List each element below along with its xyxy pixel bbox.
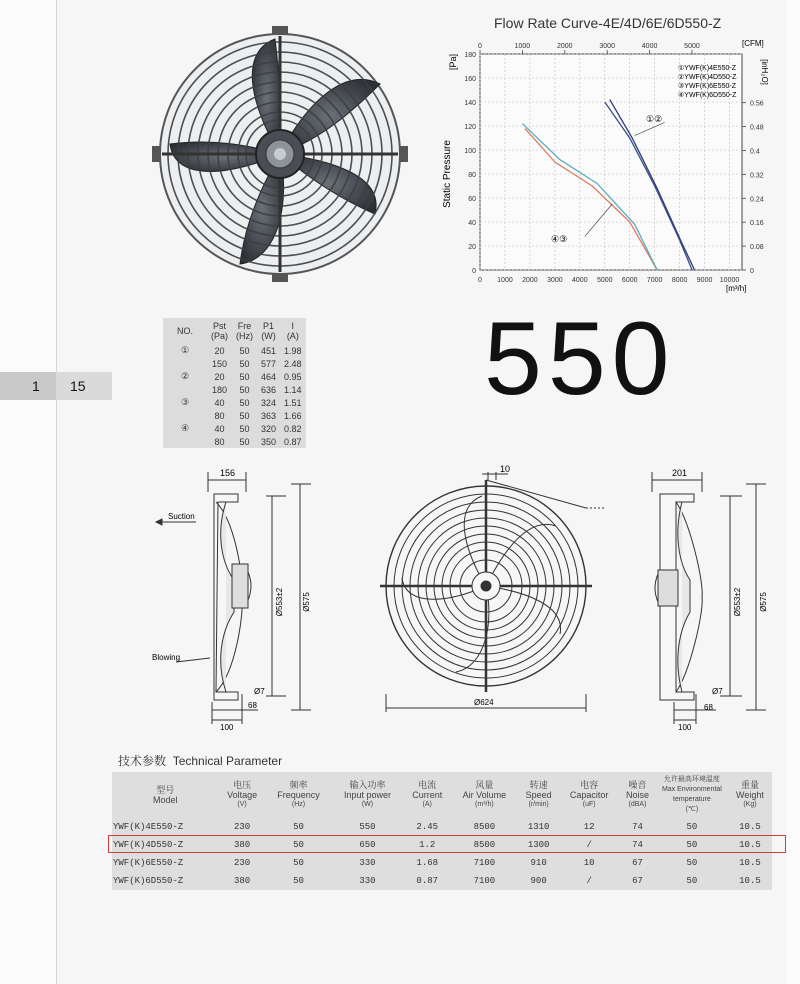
table-cell: 10 [583, 858, 595, 868]
dim-depth-right: 201 [672, 468, 688, 478]
perf-header-i: I (A) [286, 321, 299, 341]
y-tick-label: 160 [464, 76, 476, 83]
table-cell: 10.5 [739, 858, 761, 868]
side-view-drawing-blowing [630, 462, 780, 732]
performance-table-header [163, 318, 306, 344]
table-row: 150 50 577 2.48 [211, 358, 302, 369]
table-row: 80 50 350 0.87 [214, 436, 302, 447]
x-tick-label: 1000 [497, 277, 513, 284]
x-tick-label: 6000 [621, 277, 638, 284]
table-cell: 12 [583, 822, 595, 832]
table-cell: YWF(K)6D550-Z [113, 876, 184, 886]
legend-entry-1: ①YWF(K)4E550-Z [678, 65, 737, 72]
tech-header-current: 电流 Current (A) [412, 780, 443, 808]
table-row: ④ 40 50 320 0.82 [180, 423, 302, 434]
x-tick-label: 9000 [696, 277, 713, 284]
y2-tick-label: 0.32 [750, 172, 764, 180]
table-row: ③ 40 50 324 1.51 [180, 397, 302, 408]
tech-header-weight: 重量 Weight (Kg) [736, 780, 764, 808]
table-cell: 1310 [527, 822, 550, 832]
chart-y-unit: [Pa] [448, 53, 458, 71]
dim-100-left: 100 [220, 723, 234, 732]
table-cell: 67 [632, 858, 643, 868]
dim-cable-mid: 10 [500, 464, 511, 474]
curve-label-12: ①② [646, 114, 663, 124]
technical-parameter-title: 技术参数 Technical Parameter [118, 754, 283, 768]
x-top-tick-label: 0 [478, 43, 482, 50]
x-top-tick-label: 5000 [684, 43, 700, 50]
table-cell: / [586, 840, 592, 850]
page-number: 15 [70, 378, 86, 394]
chart-y2-unit: [inH₂O] [760, 59, 769, 85]
table-cell: YWF(K)4D550-Z [113, 840, 184, 850]
tech-header-capacitor: 电容 Capacitor (uF) [569, 780, 609, 808]
table-cell: 1.68 [416, 858, 439, 868]
performance-table [163, 318, 306, 448]
table-cell: 50 [293, 840, 304, 850]
perf-header-pst: Pst (Pa) [211, 321, 229, 341]
dim-diameter-outer-right: Ø575 [759, 592, 768, 612]
dim-68-right: 68 [704, 703, 713, 712]
x-tick-label: 10000 [719, 277, 740, 284]
side-view-drawing-suction [146, 462, 326, 732]
x-tick-label: 4000 [572, 277, 588, 284]
table-cell: 230 [233, 822, 251, 832]
y2-tick-label: 0.4 [750, 148, 760, 156]
table-cell: 330 [359, 858, 376, 868]
table-cell: 8500 [473, 840, 496, 850]
x-top-tick-label: 2000 [556, 43, 573, 50]
y-tick-label: 60 [468, 196, 476, 203]
chart-x-unit: [m³/h] [726, 284, 747, 293]
fan-photo [150, 26, 410, 284]
table-row: 180 50 636 1.14 [211, 384, 302, 395]
table-cell: 900 [530, 876, 547, 886]
table-cell: 380 [233, 840, 251, 850]
page-tab-right [56, 372, 112, 400]
x-tick-label: 8000 [671, 277, 688, 284]
table-cell: YWF(K)6E550-Z [113, 858, 184, 868]
table-cell: 50 [686, 876, 698, 886]
y2-tick-label: 0.16 [750, 220, 764, 228]
table-cell: 50 [293, 876, 304, 886]
y-tick-label: 140 [464, 100, 476, 107]
x-top-tick-label: 1000 [514, 43, 531, 50]
table-cell: 8500 [473, 822, 496, 832]
technical-parameter-table [112, 772, 772, 890]
legend-entry-4: ④YWF(K)6D550-Z [678, 92, 737, 99]
table-cell: 50 [293, 822, 304, 832]
perf-header-p1: P1 (W) [261, 321, 276, 341]
x-tick-label: 0 [478, 277, 482, 284]
table-cell: YWF(K)4E550-Z [113, 822, 184, 832]
legend-entry-2: ②YWF(K)4D550-Z [678, 74, 737, 81]
chart-title: Flow Rate Curve-4E/4D/6E/6D550-Z [494, 15, 722, 31]
dim-diameter-inner-right: Ø553±2 [733, 587, 742, 617]
legend-entry-3: ③YWF(K)6E550-Z [678, 83, 737, 90]
y2-tick-label: 0.56 [750, 100, 764, 108]
y-tick-label: 180 [464, 52, 476, 59]
dim-diameter-outer-left: Ø575 [302, 592, 311, 612]
table-cell: 50 [686, 840, 698, 850]
x-top-tick-label: 3000 [599, 43, 615, 50]
table-row: ② 20 50 464 0.95 [180, 371, 302, 382]
table-cell: 7100 [473, 876, 496, 886]
table-cell: 2.45 [416, 822, 439, 832]
table-row: ① 20 50 451 1.98 [180, 345, 302, 356]
table-cell: 910 [530, 858, 547, 868]
table-cell: 74 [632, 822, 643, 832]
table-row [112, 818, 772, 836]
tech-header-air-volume: 风量 Air Volume (m³/h) [462, 780, 507, 808]
table-cell: 380 [233, 876, 251, 886]
y2-tick-label: 0.08 [750, 244, 764, 252]
table-cell: 74 [632, 840, 643, 850]
table-cell: 50 [686, 858, 698, 868]
highlighted-row-marker [108, 835, 786, 853]
table-cell: 50 [686, 822, 698, 832]
table-cell: 1.2 [419, 840, 436, 850]
blowing-label: Blowing [152, 653, 181, 662]
dim-68-left: 68 [248, 701, 257, 710]
tech-header-model: 型号 Model [152, 785, 178, 805]
x-tick-label: 5000 [596, 277, 613, 284]
x-tick-label: 2000 [522, 277, 538, 284]
dim-hole-left: Ø7 [254, 687, 265, 696]
dim-hole-right: Ø7 [712, 687, 723, 696]
page-tab-left-number: 1 [32, 378, 40, 394]
tech-header-input-power: 输入功率 Input power (W) [343, 780, 391, 808]
table-cell: 650 [359, 840, 376, 850]
table-cell: 330 [359, 876, 376, 886]
front-view-drawing [376, 462, 606, 722]
table-cell: 0.87 [416, 876, 439, 886]
y2-tick-label: 0 [750, 268, 754, 275]
dim-diameter-inner-left: Ø553±2 [275, 587, 284, 617]
chart-x-top-unit: [CFM] [742, 39, 764, 48]
tech-header-speed: 转速 Speed (r/min) [525, 780, 552, 808]
table-row [112, 872, 772, 890]
table-cell: 230 [233, 858, 251, 868]
perf-header-no: NO. [176, 326, 193, 336]
table-cell: 50 [293, 858, 304, 868]
table-cell: 10.5 [739, 840, 761, 850]
curve-label-34: ④③ [551, 234, 568, 244]
y-tick-label: 0 [472, 268, 476, 275]
table-cell: 10.5 [739, 876, 761, 886]
tech-header-max-temperature: 允许最高环境温度 Max Environmental temperature (℃) [661, 776, 722, 813]
table-row: 80 50 363 1.66 [214, 410, 302, 421]
y-tick-label: 120 [464, 124, 476, 131]
tech-header-frequency: 频率 Frequency (Hz) [277, 780, 320, 808]
model-number-heading: 550 [484, 301, 676, 417]
suction-label: Suction [168, 512, 195, 521]
tech-table-header [112, 772, 772, 818]
y-tick-label: 40 [468, 220, 476, 227]
dim-depth-left: 156 [220, 468, 236, 478]
x-top-tick-label: 4000 [641, 43, 658, 50]
dim-100-right: 100 [678, 723, 692, 732]
page-tab-left [0, 372, 56, 400]
x-tick-label: 7000 [646, 277, 663, 284]
dim-diameter-mid: Ø624 [474, 698, 494, 707]
y2-tick-label: 0.48 [750, 124, 764, 132]
table-row [112, 854, 772, 872]
table-cell: 67 [632, 876, 643, 886]
table-cell: 1300 [527, 840, 550, 850]
tech-header-noise: 噪音 Noise (dBA) [625, 780, 649, 808]
y-tick-label: 20 [468, 244, 476, 251]
y-tick-label: 80 [468, 172, 476, 179]
x-tick-label: 3000 [547, 277, 563, 284]
table-cell: 7100 [473, 858, 496, 868]
flow-rate-chart [430, 34, 770, 294]
table-cell: 10.5 [739, 822, 761, 832]
perf-header-fre: Fre (Hz) [236, 321, 254, 341]
tech-header-voltage: 电压 Voltage (V) [227, 780, 258, 808]
y2-tick-label: 0.24 [750, 196, 764, 204]
table-cell: / [586, 876, 592, 886]
chart-y-label: Static Pressure [442, 140, 453, 208]
y-tick-label: 100 [464, 148, 476, 155]
table-cell: 550 [359, 822, 376, 832]
